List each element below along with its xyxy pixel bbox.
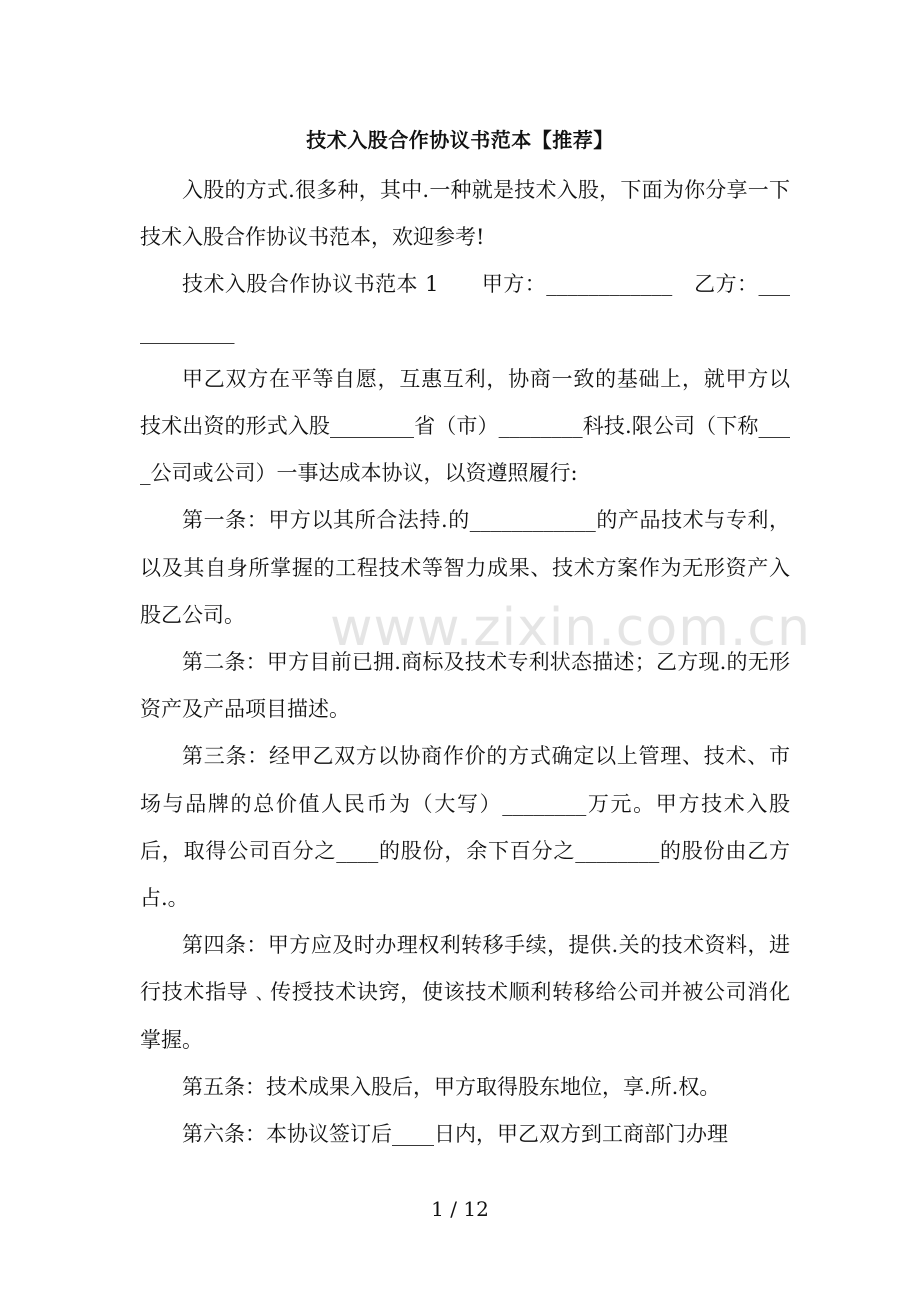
paragraph-article-2: 第二条：甲方目前已拥.商标及技术专利状态描述；乙方现.的无形资产及产品项目描述。 (140, 650, 790, 722)
paragraph-preamble: 甲乙双方在平等自愿，互惠互利，协商一致的基础上，就甲方以技术出资的形式入股________省（市）________科技.限公司（下称____公司或公司）一事达成本协议，以资遵照履行: (140, 366, 790, 486)
paragraph-article-4: 第四条：甲方应及时办理权利转移手续，提供.关的技术资料，进行技术指导﹑传授技术诀窍，使该技术顺利转移给公司并被公司消化掌握。 (140, 933, 790, 1052)
paragraph-article-3: 第三条：经甲乙双方以协商作价的方式确定以上管理、技术、市场与品牌的总价值人民币为（大写）________万元。甲方技术入股后，取得公司百分之____的股份，余下百分之________的股份由乙方占.。 (140, 744, 790, 911)
page-number: 1 / 12 (431, 1197, 489, 1221)
paragraph-article-5: 第五条：技术成果入股后，甲方取得股东地位，享.所.权。 (182, 1074, 721, 1099)
document-title: 技术入股合作协议书范本【推荐】 (306, 128, 614, 152)
watermark: www.zixin.com.cn (330, 598, 811, 658)
paragraph-intro: 入股的方式.很多种，其中.一种就是技术入股，下面为你分享一下技术入股合作协议书范本，欢迎参考! (140, 178, 790, 250)
paragraph-parties: 技术入股合作协议书范本 1 甲方：____________ 乙方：____________ (140, 272, 790, 344)
paragraph-article-6: 第六条：本协议签订后____日内，甲乙双方到工商部门办理 (182, 1122, 728, 1147)
document-body (140, 167, 790, 1158)
paragraph-article-1: 第一条：甲方以其所合法持.的____________的产品技术与专利，以及其自身所掌握的工程技术等智力成果、技术方案作为无形资产入股乙公司。 (140, 508, 790, 627)
